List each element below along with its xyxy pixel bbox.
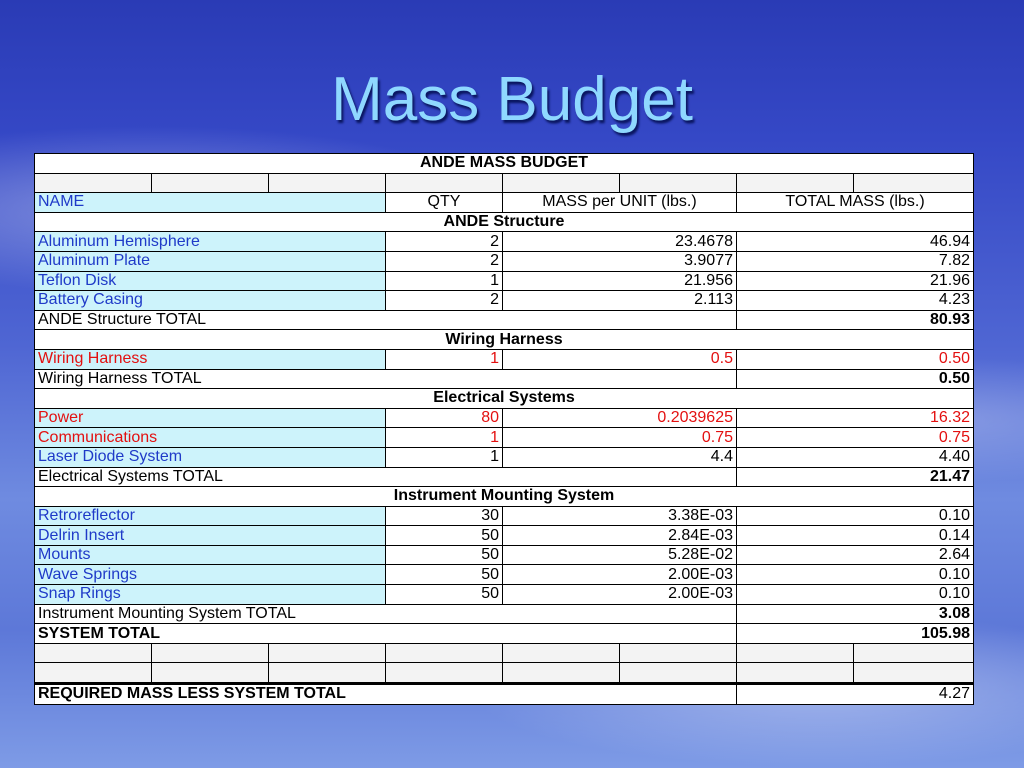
empty-cell: [269, 663, 386, 684]
empty-cell: [35, 173, 152, 193]
table-caption: ANDE MASS BUDGET: [35, 154, 974, 174]
item-mass-per-unit: 2.113: [503, 291, 737, 311]
table-row: [35, 428, 974, 448]
caption-row: [35, 154, 974, 174]
empty-cell: [503, 173, 620, 193]
item-mass-per-unit: 0.5: [503, 349, 737, 369]
empty-cell: [152, 663, 269, 684]
table-row: [35, 565, 974, 585]
item-total-mass: 16.32: [737, 408, 974, 428]
item-qty: 2: [386, 291, 503, 311]
empty-cell: [620, 173, 737, 193]
item-name: Delrin Insert: [35, 526, 386, 546]
section-title: Electrical Systems: [35, 389, 974, 409]
section-total-row: [35, 604, 974, 624]
item-qty: 50: [386, 545, 503, 565]
blank-row: [35, 643, 974, 663]
empty-cell: [35, 643, 152, 663]
item-mass-per-unit: 23.4678: [503, 232, 737, 252]
table-row: [35, 232, 974, 252]
table-row: [35, 506, 974, 526]
empty-cell: [854, 173, 974, 193]
empty-cell: [386, 663, 503, 684]
item-mass-per-unit: 3.38E-03: [503, 506, 737, 526]
section-header-row: [35, 212, 974, 232]
section-title: Wiring Harness: [35, 330, 974, 350]
item-qty: 1: [386, 349, 503, 369]
section-title: Instrument Mounting System: [35, 487, 974, 507]
header-mass-per-unit: MASS per UNIT (lbs.): [503, 193, 737, 213]
section-header-row: [35, 330, 974, 350]
header-qty: QTY: [386, 193, 503, 213]
item-total-mass: 7.82: [737, 251, 974, 271]
section-total-value: 80.93: [737, 310, 974, 330]
empty-cell: [737, 663, 854, 684]
mass-budget-table: [34, 153, 974, 705]
item-qty: 50: [386, 585, 503, 605]
item-total-mass: 46.94: [737, 232, 974, 252]
item-qty: 1: [386, 271, 503, 291]
empty-cell: [35, 663, 152, 684]
blank-row: [35, 173, 974, 193]
empty-cell: [737, 643, 854, 663]
item-total-mass: 0.50: [737, 349, 974, 369]
item-total-mass: 0.14: [737, 526, 974, 546]
item-name: Wiring Harness: [35, 349, 386, 369]
table-row: [35, 447, 974, 467]
item-mass-per-unit: 3.9077: [503, 251, 737, 271]
item-name: Teflon Disk: [35, 271, 386, 291]
required-mass-row: [35, 684, 974, 705]
required-mass-label: REQUIRED MASS LESS SYSTEM TOTAL: [35, 684, 737, 705]
item-name: Aluminum Hemisphere: [35, 232, 386, 252]
empty-cell: [152, 173, 269, 193]
item-total-mass: 0.75: [737, 428, 974, 448]
section-total-value: 3.08: [737, 604, 974, 624]
item-name: Mounts: [35, 545, 386, 565]
item-mass-per-unit: 0.75: [503, 428, 737, 448]
item-qty: 1: [386, 447, 503, 467]
empty-cell: [503, 663, 620, 684]
item-name: Snap Rings: [35, 585, 386, 605]
section-total-value: 0.50: [737, 369, 974, 389]
section-total-label: Instrument Mounting System TOTAL: [35, 604, 737, 624]
empty-cell: [386, 173, 503, 193]
section-total-value: 21.47: [737, 467, 974, 487]
section-total-row: [35, 369, 974, 389]
item-name: Laser Diode System: [35, 447, 386, 467]
section-title: ANDE Structure: [35, 212, 974, 232]
table-row: [35, 585, 974, 605]
table-row: [35, 545, 974, 565]
section-header-row: [35, 389, 974, 409]
item-name: Aluminum Plate: [35, 251, 386, 271]
item-qty: 50: [386, 565, 503, 585]
item-total-mass: 0.10: [737, 565, 974, 585]
item-mass-per-unit: 2.00E-03: [503, 585, 737, 605]
item-name: Retroreflector: [35, 506, 386, 526]
section-total-label: Wiring Harness TOTAL: [35, 369, 737, 389]
item-total-mass: 4.23: [737, 291, 974, 311]
item-qty: 30: [386, 506, 503, 526]
empty-cell: [269, 643, 386, 663]
item-qty: 80: [386, 408, 503, 428]
empty-cell: [386, 643, 503, 663]
table-row: [35, 271, 974, 291]
empty-cell: [854, 663, 974, 684]
empty-cell: [737, 173, 854, 193]
section-total-label: Electrical Systems TOTAL: [35, 467, 737, 487]
item-total-mass: 21.96: [737, 271, 974, 291]
item-name: Communications: [35, 428, 386, 448]
system-total-label: SYSTEM TOTAL: [35, 624, 737, 644]
item-total-mass: 2.64: [737, 545, 974, 565]
item-name: Battery Casing: [35, 291, 386, 311]
table-row: [35, 349, 974, 369]
item-name: Power: [35, 408, 386, 428]
item-mass-per-unit: 0.2039625: [503, 408, 737, 428]
item-mass-per-unit: 2.00E-03: [503, 565, 737, 585]
item-total-mass: 4.40: [737, 447, 974, 467]
section-total-row: [35, 467, 974, 487]
item-qty: 2: [386, 251, 503, 271]
item-qty: 50: [386, 526, 503, 546]
required-mass-value: 4.27: [737, 684, 974, 705]
item-mass-per-unit: 5.28E-02: [503, 545, 737, 565]
table-row: [35, 251, 974, 271]
empty-cell: [854, 643, 974, 663]
empty-cell: [620, 643, 737, 663]
empty-cell: [152, 643, 269, 663]
item-name: Wave Springs: [35, 565, 386, 585]
item-qty: 2: [386, 232, 503, 252]
system-total-row: [35, 624, 974, 644]
table-row: [35, 408, 974, 428]
empty-cell: [620, 663, 737, 684]
section-header-row: [35, 487, 974, 507]
item-mass-per-unit: 21.956: [503, 271, 737, 291]
section-total-label: ANDE Structure TOTAL: [35, 310, 737, 330]
table-row: [35, 291, 974, 311]
blank-row: [35, 663, 974, 684]
item-qty: 1: [386, 428, 503, 448]
item-mass-per-unit: 4.4: [503, 447, 737, 467]
section-total-row: [35, 310, 974, 330]
slide-title: Mass Budget: [331, 65, 693, 134]
table-row: [35, 526, 974, 546]
item-mass-per-unit: 2.84E-03: [503, 526, 737, 546]
empty-cell: [503, 643, 620, 663]
item-total-mass: 0.10: [737, 506, 974, 526]
header-row: [35, 193, 974, 213]
system-total-value: 105.98: [737, 624, 974, 644]
item-total-mass: 0.10: [737, 585, 974, 605]
empty-cell: [269, 173, 386, 193]
header-name: NAME: [35, 193, 386, 213]
header-total-mass: TOTAL MASS (lbs.): [737, 193, 974, 213]
